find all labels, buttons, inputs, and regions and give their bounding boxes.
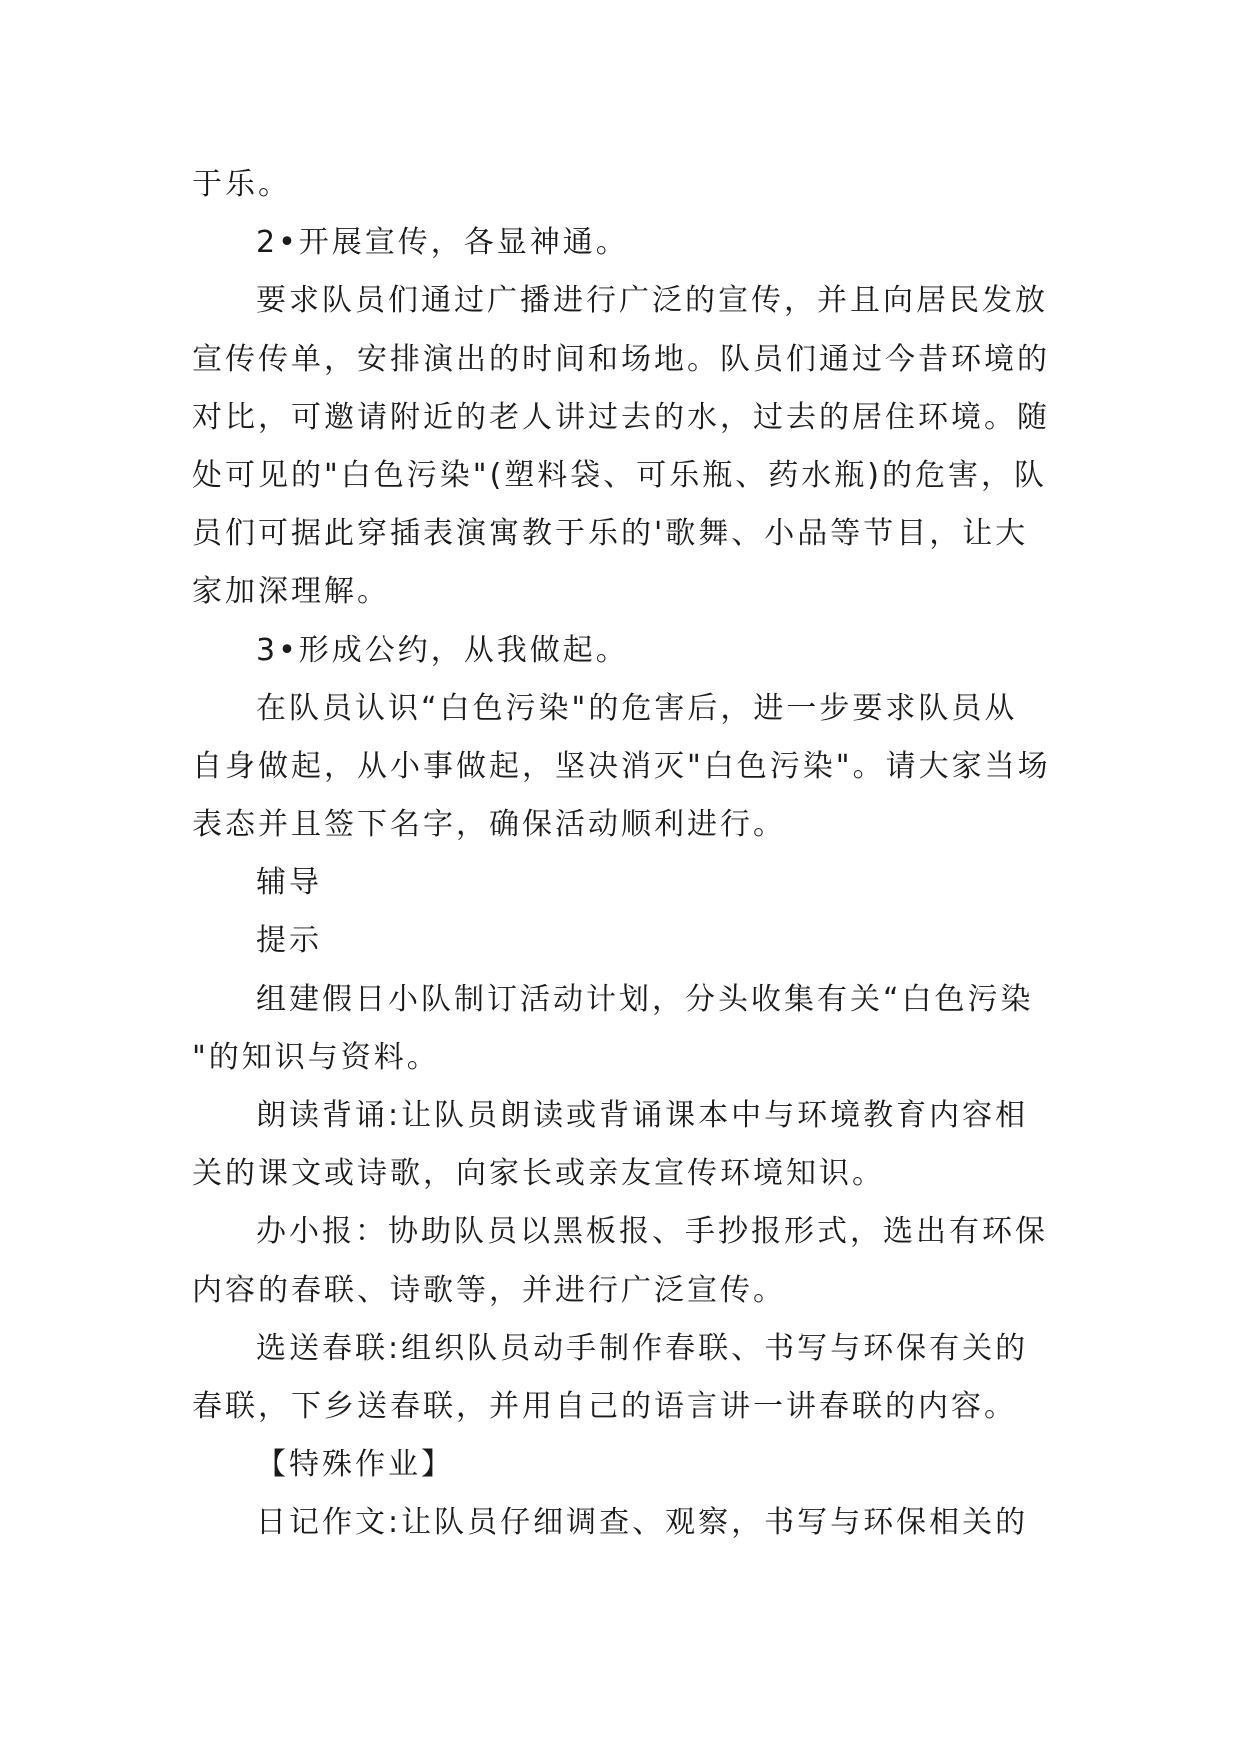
text-line: 家加深理解。: [192, 574, 390, 610]
text-line: 朗读背诵:让队员朗读或背诵课本中与环境教育内容相: [256, 1098, 1029, 1133]
text-line: 选送春联:组织队员动手制作春联、书写与环保有关的: [256, 1330, 1029, 1366]
text-line: 处可见的"白色污染"(塑料袋、可乐瓶、药水瓶)的危害，队: [192, 457, 1048, 493]
document-body: [192, 156, 1054, 1553]
text-line: 表态并且签下名字，确保活动顺利进行。: [192, 807, 786, 843]
text-line: 宣传传单，安排演出的时间和场地。队员们通过今昔环境的: [192, 341, 1050, 377]
text-line: 内容的春联、诗歌等，并进行广泛宣传。: [192, 1272, 786, 1308]
text-line: 在队员认识“白色污染"的危害后，进一步要求队员从: [256, 690, 1018, 726]
text-line: 提示: [256, 923, 322, 959]
text-line: 2•开展宣传，各显神通。: [256, 225, 629, 261]
text-line: 组建假日小队制订活动计划，分头收集有关“白色污染: [256, 981, 1034, 1017]
text-line: 辅导: [256, 865, 322, 901]
text-line: 关的课文或诗歌，向家长或亲友宣传环境知识。: [192, 1156, 885, 1192]
text-line: 自身做起，从小事做起，坚决消灭"白色污染"。请大家当场: [192, 748, 1051, 784]
text-line: 办小报：协助队员以黑板报、手抄报形式，选出有环保: [256, 1214, 1048, 1250]
text-line: 员们可据此穿插表演寓教于乐的'歌舞、小品等节目，让大: [192, 516, 1029, 552]
text-line: 要求队员们通过广播进行广泛的宣传，并且向居民发放: [256, 283, 1048, 319]
text-line: 于乐。: [192, 167, 291, 202]
text-line: "的知识与资料。: [192, 1039, 440, 1075]
text-line: 【特殊作业】: [256, 1447, 454, 1483]
text-line: 春联，下乡送春联，并用自己的语言讲一讲春联的内容。: [192, 1388, 1017, 1424]
text-line: 日记作文:让队员仔细调查、观察，书写与环保相关的: [256, 1505, 1029, 1541]
text-line: 3•形成公约，从我做起。: [256, 632, 629, 668]
text-line: 对比，可邀请附近的老人讲过去的水，过去的居住环境。随: [192, 399, 1050, 435]
